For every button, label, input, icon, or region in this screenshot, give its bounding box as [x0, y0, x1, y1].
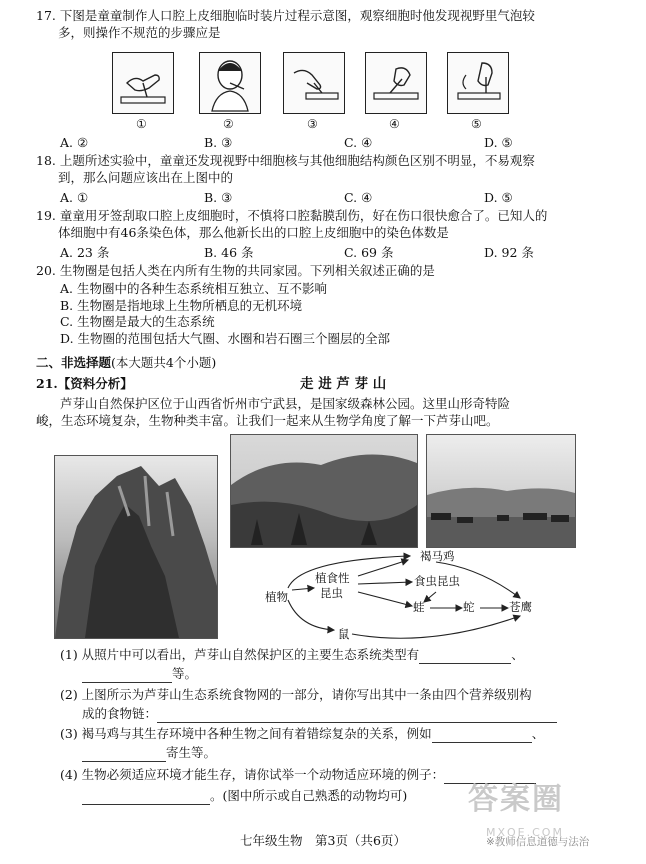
question-18-stem — [36, 153, 626, 186]
q20-option-a[interactable]: A. 生物圈中的各种生态系统相互独立、互不影响 — [60, 281, 327, 296]
food-web-node-mouse: 鼠 — [338, 627, 350, 641]
q21-sub3-line2 — [82, 745, 216, 762]
q20-option-c[interactable]: C. 生物圈是最大的生态系统 — [60, 314, 215, 329]
q21-sub3-end: 寄生等。 — [166, 745, 217, 760]
q18-line1: 18. 上题所述实验中，童童还发现视野中细胞核与其他细胞结构颜色区别不明显，不易观察 — [36, 153, 535, 168]
watermark-logo-text: 答案圈 — [468, 782, 564, 817]
q17-option-b[interactable]: B. ③ — [204, 135, 233, 150]
food-web-node-pheasant: 褐马鸡 — [420, 549, 455, 563]
q21-intro — [36, 396, 626, 429]
step-3-illustration — [283, 52, 345, 114]
question-19-stem — [36, 208, 626, 241]
arrow-herbivore-pheasant — [358, 560, 408, 576]
q20-option-b[interactable]: B. 生物圈是指地球上生物所栖息的无机环境 — [60, 297, 303, 313]
q18-option-a[interactable]: A. ① — [60, 190, 89, 205]
q21-sub1-line2 — [82, 666, 197, 683]
q17-line2: 多，则操作不规范的步骤应是 — [58, 24, 221, 40]
q21-sub2-blank[interactable] — [157, 722, 557, 723]
arrow-herbivore-frog — [358, 592, 412, 606]
q19-line2: 体细胞中有46条染色体，那么他新长出的口腔上皮细胞中的染色体数是 — [58, 224, 449, 240]
q17-options — [60, 135, 620, 151]
step-4-illustration — [365, 52, 427, 114]
q19-option-b[interactable]: B. 46 条 — [204, 245, 254, 260]
section-2-note: (本大题共4个小题) — [111, 355, 217, 370]
q21-sub4-line1 — [60, 767, 536, 784]
q21-sub1-line1 — [60, 647, 524, 664]
q18-option-c[interactable]: C. ④ — [344, 190, 373, 205]
food-web-node-eagle: 苍鹰 — [509, 600, 532, 614]
q17-option-a[interactable]: A. ② — [60, 135, 89, 150]
food-web-node-plant: 植物 — [265, 590, 288, 604]
question-17-stem — [36, 8, 626, 41]
q21-sub3-text: (3) 褐马鸡与其生存环境中各种生物之间有着错综复杂的关系，例如 — [60, 726, 432, 741]
step-label-2: ② — [223, 117, 234, 131]
step-label-3: ③ — [307, 117, 318, 131]
q21-sub3-blank-1[interactable] — [432, 742, 532, 743]
q18-option-d[interactable]: D. ⑤ — [484, 190, 513, 205]
food-web-node-frog: 蛙 — [413, 600, 425, 614]
q19-options — [60, 245, 620, 261]
step-label-5: ⑤ — [471, 117, 482, 131]
arrow-herbivore-insectivore — [358, 582, 412, 584]
q17-option-c[interactable]: C. ④ — [344, 135, 373, 150]
food-web-node-snake: 蛇 — [463, 600, 475, 614]
q18-line2: 到，那么问题应该出在上图中的 — [58, 169, 234, 185]
page-footer: 七年级生物 第3页（共6页） — [240, 833, 406, 848]
q21-intro-line1: 芦芽山自然保护区位于山西省忻州市宁武县，是国家级森林公园。这里山形奇特险 — [60, 396, 511, 411]
step-label-1: ① — [136, 117, 147, 131]
q21-sub4-end: 。(图中所示或自己熟悉的动物均可) — [210, 788, 408, 803]
arrow-plant-herbivore — [292, 588, 314, 590]
q21-sub1-blank-2[interactable] — [82, 682, 172, 683]
q19-line1: 19. 童童用牙签刮取口腔上皮细胞时，不慎将口腔黏膜刮伤，好在伤口很快愈合了。已知人的 — [36, 208, 548, 223]
q21-sub2-line1: (2) 上图所示为芦芽山生态系统食物网的一部分，请你写出其中一条由四个营养级别构 — [60, 687, 532, 702]
q18-options — [60, 190, 620, 206]
food-web-node-herbivore-1: 植食性 — [315, 571, 350, 585]
q17-option-d[interactable]: D. ⑤ — [484, 135, 513, 150]
q21-sub4-text: (4) 生物必须适应环境才能生存，请你试举一个动物适应环境的例子： — [60, 767, 445, 782]
q21-title: 走 进 芦 芽 山 — [300, 376, 387, 392]
arrow-mouse-eagle — [352, 616, 520, 638]
grassland-photo — [426, 434, 576, 548]
q21-sub3-separator: 、 — [531, 726, 545, 741]
q21-sub1-text: (1) 从照片中可以看出，芦芽山自然保护区的主要生态系统类型有 — [60, 647, 420, 662]
q21-intro-line2: 峻，生态环境复杂，生物种类丰富。让我们一起来从生物学角度了解一下芦芽山吧。 — [36, 412, 499, 428]
q21-sub1-blank-1[interactable] — [419, 663, 511, 664]
q21-sub2-text: 成的食物链： — [82, 706, 158, 721]
step-2-illustration — [199, 52, 261, 114]
q21-tag: 21.【资料分析】 — [36, 376, 133, 391]
food-web-node-herbivore-2: 昆虫 — [320, 586, 343, 600]
section-2-heading — [36, 355, 216, 372]
q20-options — [60, 281, 620, 347]
q19-option-d[interactable]: D. 92 条 — [484, 245, 534, 260]
q21-sub3-line1 — [60, 726, 544, 743]
q19-option-a[interactable]: A. 23 条 — [60, 245, 110, 260]
q21-sub4-line2 — [82, 788, 407, 805]
forest-photo — [230, 434, 418, 548]
arrow-plant-mouse — [288, 600, 334, 630]
step-label-4: ④ — [389, 117, 400, 131]
food-web-node-insectivore: 食虫昆虫 — [414, 574, 460, 588]
q21-sub3-blank-2[interactable] — [82, 761, 166, 762]
question-20-stem: 20. 生物圈是包括人类在内所有生物的共同家园。下列相关叙述正确的是 — [36, 263, 435, 278]
watermark-url: MXQE.COM — [486, 826, 564, 839]
step-5-illustration — [447, 52, 509, 114]
q18-option-b[interactable]: B. ③ — [204, 190, 233, 205]
q17-line1: 17. 下图是童童制作人口腔上皮细胞临时装片过程示意图，观察细胞时他发现视野里气泡较 — [36, 8, 535, 23]
q19-option-c[interactable]: C. 69 条 — [344, 245, 394, 260]
arrow-insectivore-frog — [424, 592, 436, 602]
q21-sub1-separator: 、 — [511, 647, 524, 662]
q20-option-d[interactable]: D. 生物圈的范围包括大气圈、水圈和岩石圈三个圈层的全部 — [60, 330, 391, 346]
mountain-photo — [54, 455, 218, 639]
q21-sub2-line2 — [82, 706, 557, 723]
q21-sub4-blank-2[interactable] — [82, 804, 210, 805]
watermark-wechat-label: ※教师信息道德与法治 — [486, 836, 590, 848]
section-2-title: 二、非选择题 — [36, 355, 112, 370]
step-1-illustration — [112, 52, 174, 114]
q21-sub1-end: 等。 — [172, 666, 198, 681]
